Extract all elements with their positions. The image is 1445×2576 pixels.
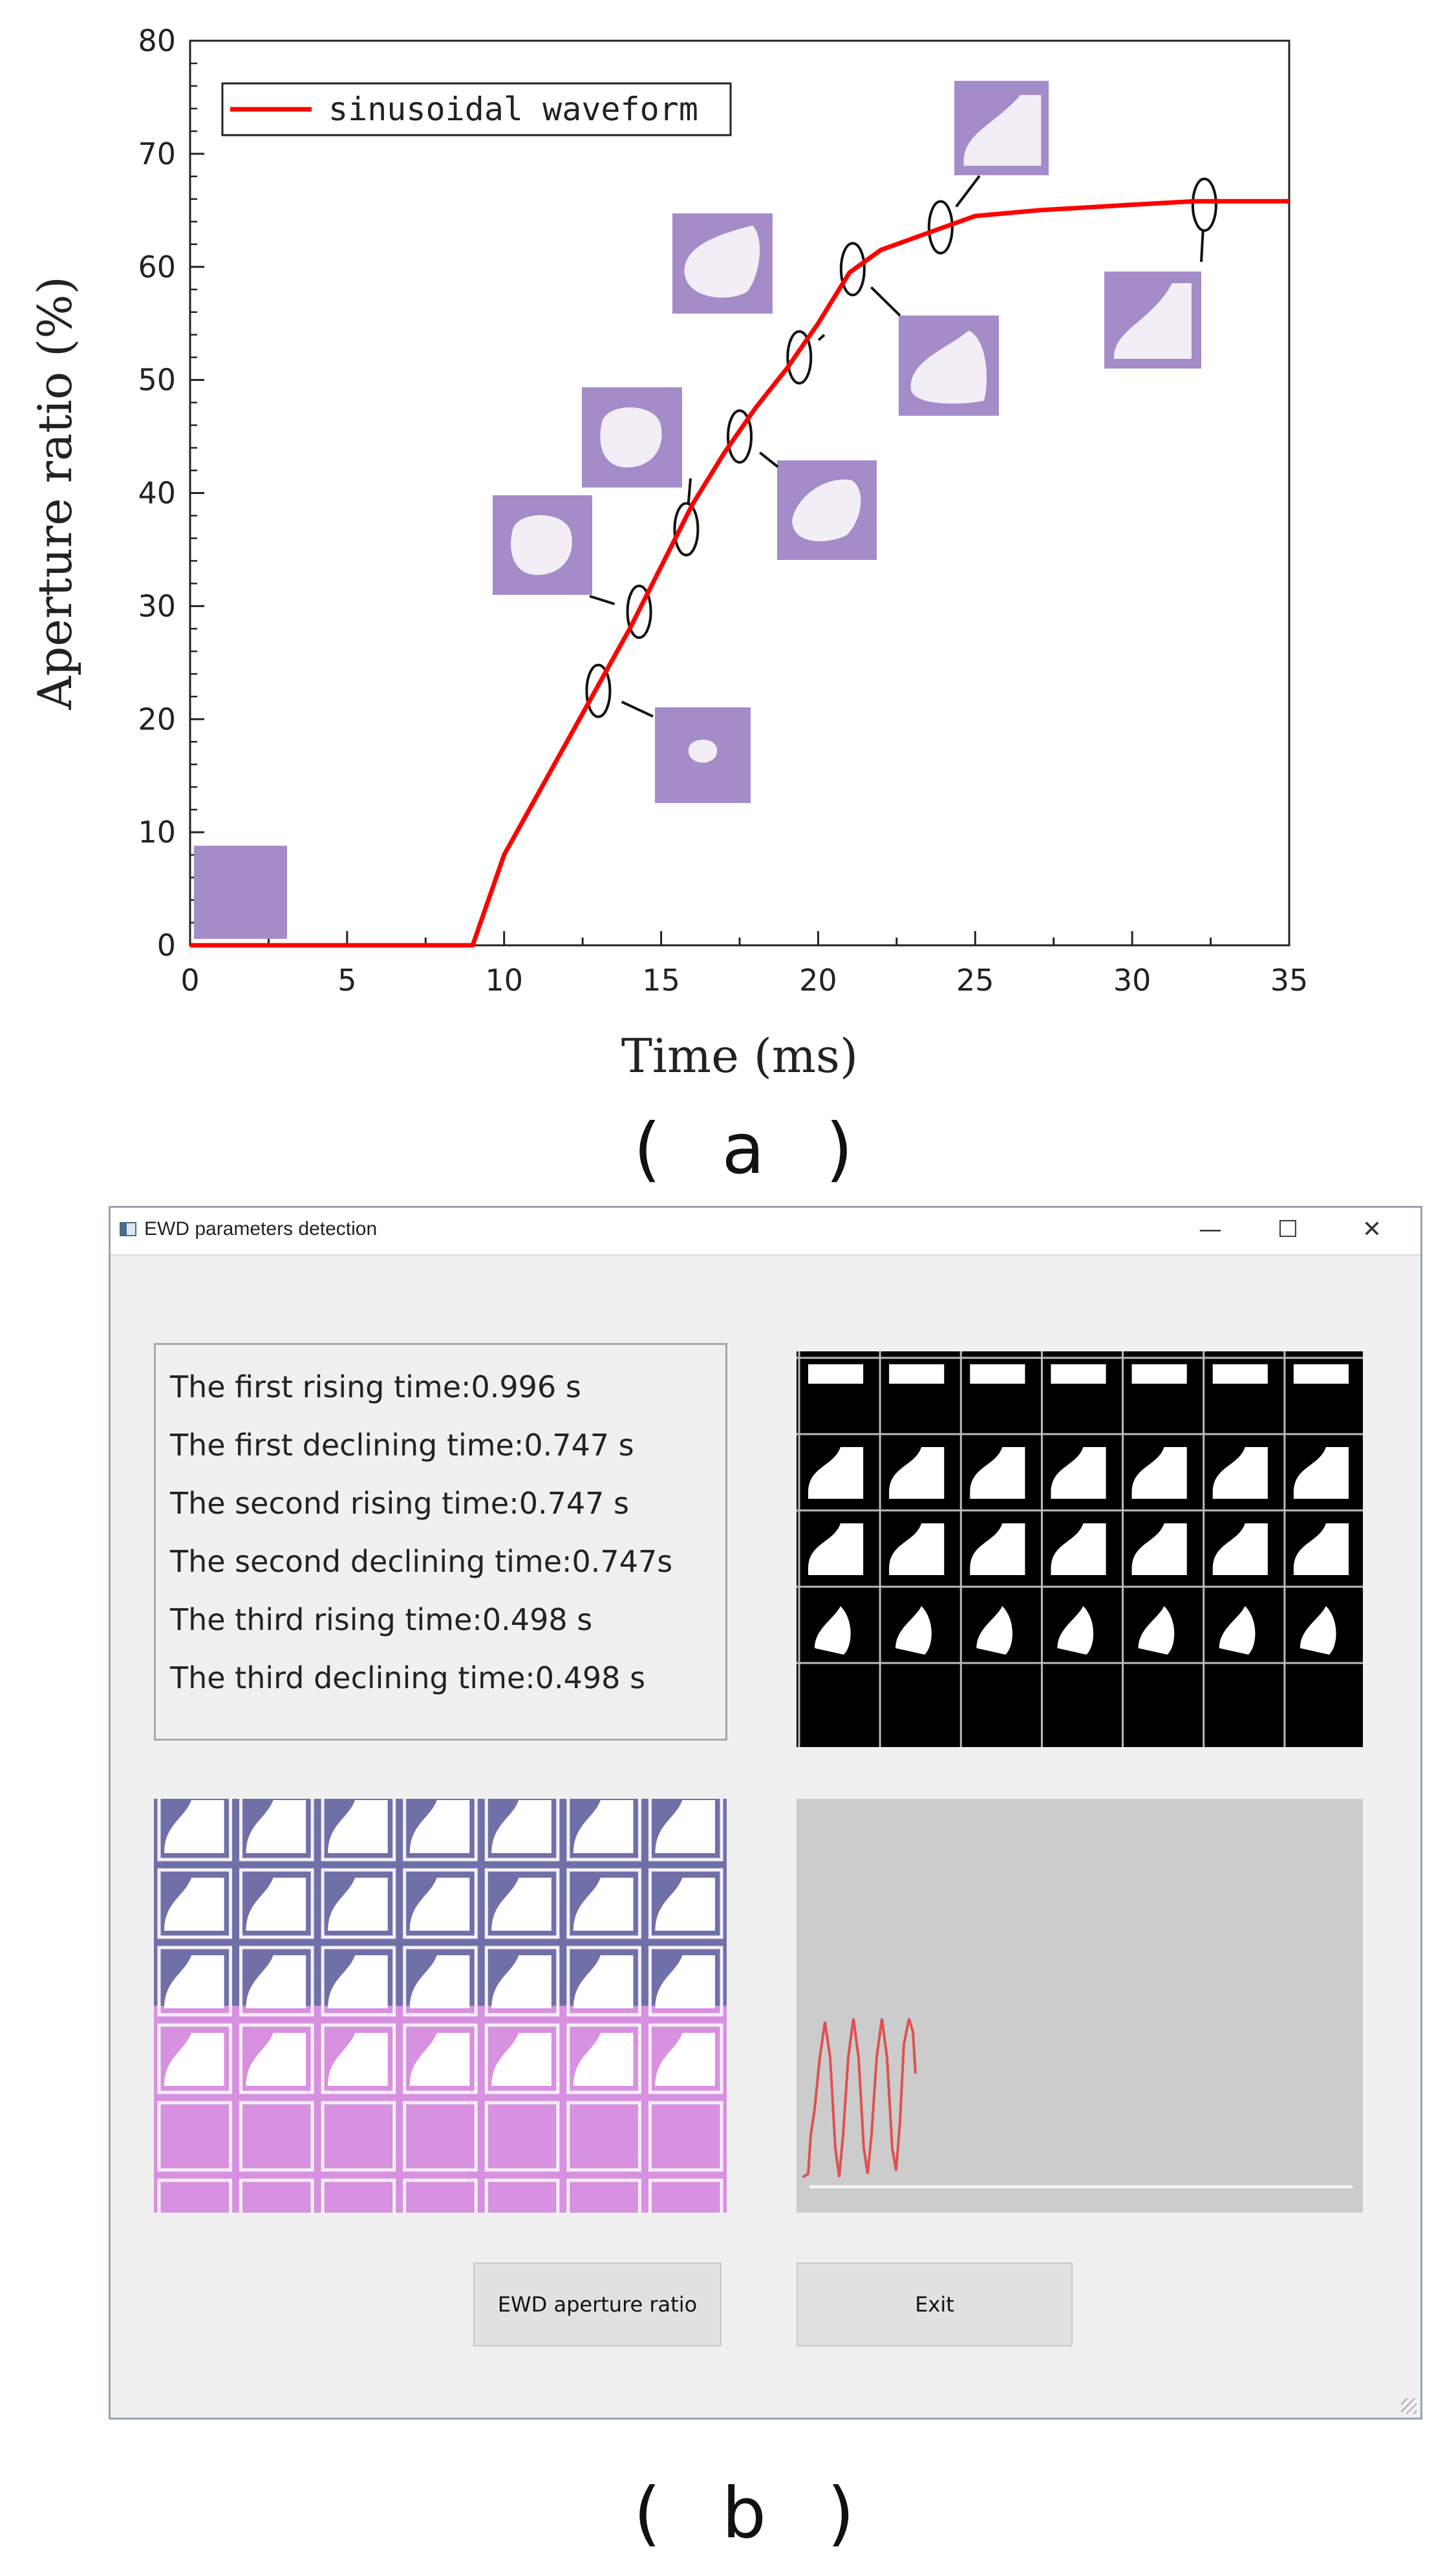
droplet-thumbnail	[493, 495, 592, 595]
pixel-blob	[889, 1364, 944, 1384]
pixel-blob	[1132, 1364, 1187, 1384]
droplet-thumbnail	[194, 846, 287, 939]
window-title: EWD parameters detection	[144, 1218, 378, 1240]
resize-grip[interactable]	[1401, 2398, 1417, 2414]
pixel-blob	[1051, 1523, 1106, 1575]
x-tick-label: 30	[1113, 963, 1151, 998]
callout-line	[689, 478, 690, 504]
chart-legend	[222, 83, 731, 135]
x-tick-label: 0	[180, 963, 200, 998]
y-tick-label: 70	[138, 136, 176, 171]
pixel-blob	[1294, 1364, 1349, 1384]
third-declining-time: The third declining time:0.498 s	[170, 1660, 646, 1695]
minimize-button[interactable]: —	[1199, 1216, 1222, 1243]
timing-results-box	[154, 1343, 727, 1741]
pixel-blob	[1139, 1606, 1175, 1655]
pixel-blob	[808, 1364, 863, 1384]
y-tick-label: 10	[138, 815, 176, 850]
y-tick-label: 30	[138, 588, 176, 624]
aperture-ratio-button[interactable]: EWD aperture ratio	[473, 2262, 722, 2346]
pixel-blob	[1051, 1364, 1106, 1384]
pixel-blob	[1300, 1606, 1336, 1655]
title-bar	[111, 1208, 1420, 1254]
app-icon	[120, 1222, 136, 1236]
aperture-curve-plot	[797, 1799, 1363, 2213]
x-tick-label: 25	[956, 963, 994, 998]
pixel-blob	[970, 1447, 1025, 1499]
pixel-blob	[808, 1523, 863, 1575]
callout-line	[1201, 231, 1203, 262]
second-rising-time: The second rising time:0.747 s	[170, 1486, 629, 1521]
title-separator	[111, 1254, 1420, 1256]
first-declining-time: The first declining time:0.747 s	[170, 1428, 634, 1463]
third-rising-time: The third rising time:0.498 s	[170, 1602, 593, 1637]
pixel-blob	[970, 1364, 1025, 1384]
panel-label-a: ( a )	[634, 1109, 873, 1190]
callout-line	[871, 287, 900, 316]
droplet-thumbnail	[899, 316, 999, 416]
droplet-shape	[689, 740, 717, 763]
callout-line	[819, 335, 824, 340]
pixel-blob	[976, 1606, 1012, 1655]
y-tick-label: 20	[138, 702, 176, 737]
pixel-blob	[1219, 1606, 1256, 1655]
maximize-button[interactable]: ☐	[1277, 1216, 1299, 1243]
pixel-blob	[1213, 1364, 1268, 1384]
pixel-blob	[1132, 1523, 1187, 1575]
y-tick-label: 40	[138, 475, 176, 511]
y-tick-label: 0	[156, 928, 176, 963]
pixel-blob	[1057, 1606, 1093, 1655]
first-rising-time: The first rising time:0.996 s	[170, 1369, 581, 1404]
binary-pixel-image	[797, 1351, 1363, 1747]
pixel-blob	[970, 1523, 1025, 1575]
droplet-thumbnail	[582, 387, 682, 488]
thumbnail-background	[194, 846, 287, 939]
pixel-blob	[889, 1523, 944, 1575]
x-tick-label: 10	[485, 963, 523, 998]
x-tick-label: 35	[1270, 963, 1309, 998]
y-tick-label: 50	[138, 362, 176, 398]
x-axis-label: Time (ms)	[621, 1029, 859, 1083]
pixel-blob	[895, 1606, 932, 1655]
callout-ellipse	[1193, 179, 1216, 231]
callout-line	[956, 176, 979, 207]
pixel-blob	[1051, 1447, 1106, 1499]
microscope-pixel-image	[154, 1799, 727, 2213]
y-axis-label: Aperture ratio (%)	[28, 276, 82, 710]
droplet-thumbnail	[777, 460, 877, 560]
panel-label-b: ( b )	[634, 2473, 874, 2554]
aperture-curve	[803, 2019, 915, 2177]
close-button[interactable]: ✕	[1362, 1216, 1382, 1243]
pixel-blob	[815, 1606, 851, 1655]
droplet-thumbnail	[954, 81, 1049, 175]
plot-frame	[190, 41, 1289, 945]
x-tick-label: 20	[799, 963, 837, 998]
pixel-blob	[889, 1447, 944, 1499]
droplet-thumbnail	[655, 707, 751, 803]
pixel-blob	[1132, 1447, 1187, 1499]
second-declining-time: The second declining time:0.747s	[170, 1544, 673, 1579]
x-tick-label: 5	[337, 963, 357, 998]
x-tick-label: 15	[642, 963, 680, 998]
callout-line	[590, 596, 614, 604]
callout-line	[760, 453, 778, 467]
callout-line	[622, 702, 653, 716]
y-tick-label: 60	[138, 249, 176, 284]
pixel-blob	[1213, 1523, 1268, 1575]
droplet-thumbnail	[1104, 272, 1201, 369]
legend-label: sinusoidal waveform	[328, 91, 698, 128]
pixel-blob	[1213, 1447, 1268, 1499]
exit-button[interactable]: Exit	[797, 2262, 1073, 2346]
pixel-blob	[1294, 1523, 1349, 1575]
pixel-blob	[1294, 1447, 1349, 1499]
y-tick-label: 80	[138, 23, 176, 58]
droplet-thumbnail	[672, 213, 773, 314]
pixel-blob	[808, 1447, 863, 1499]
aperture-ratio-chart	[0, 0, 1445, 1112]
ewd-window	[109, 1206, 1422, 2420]
